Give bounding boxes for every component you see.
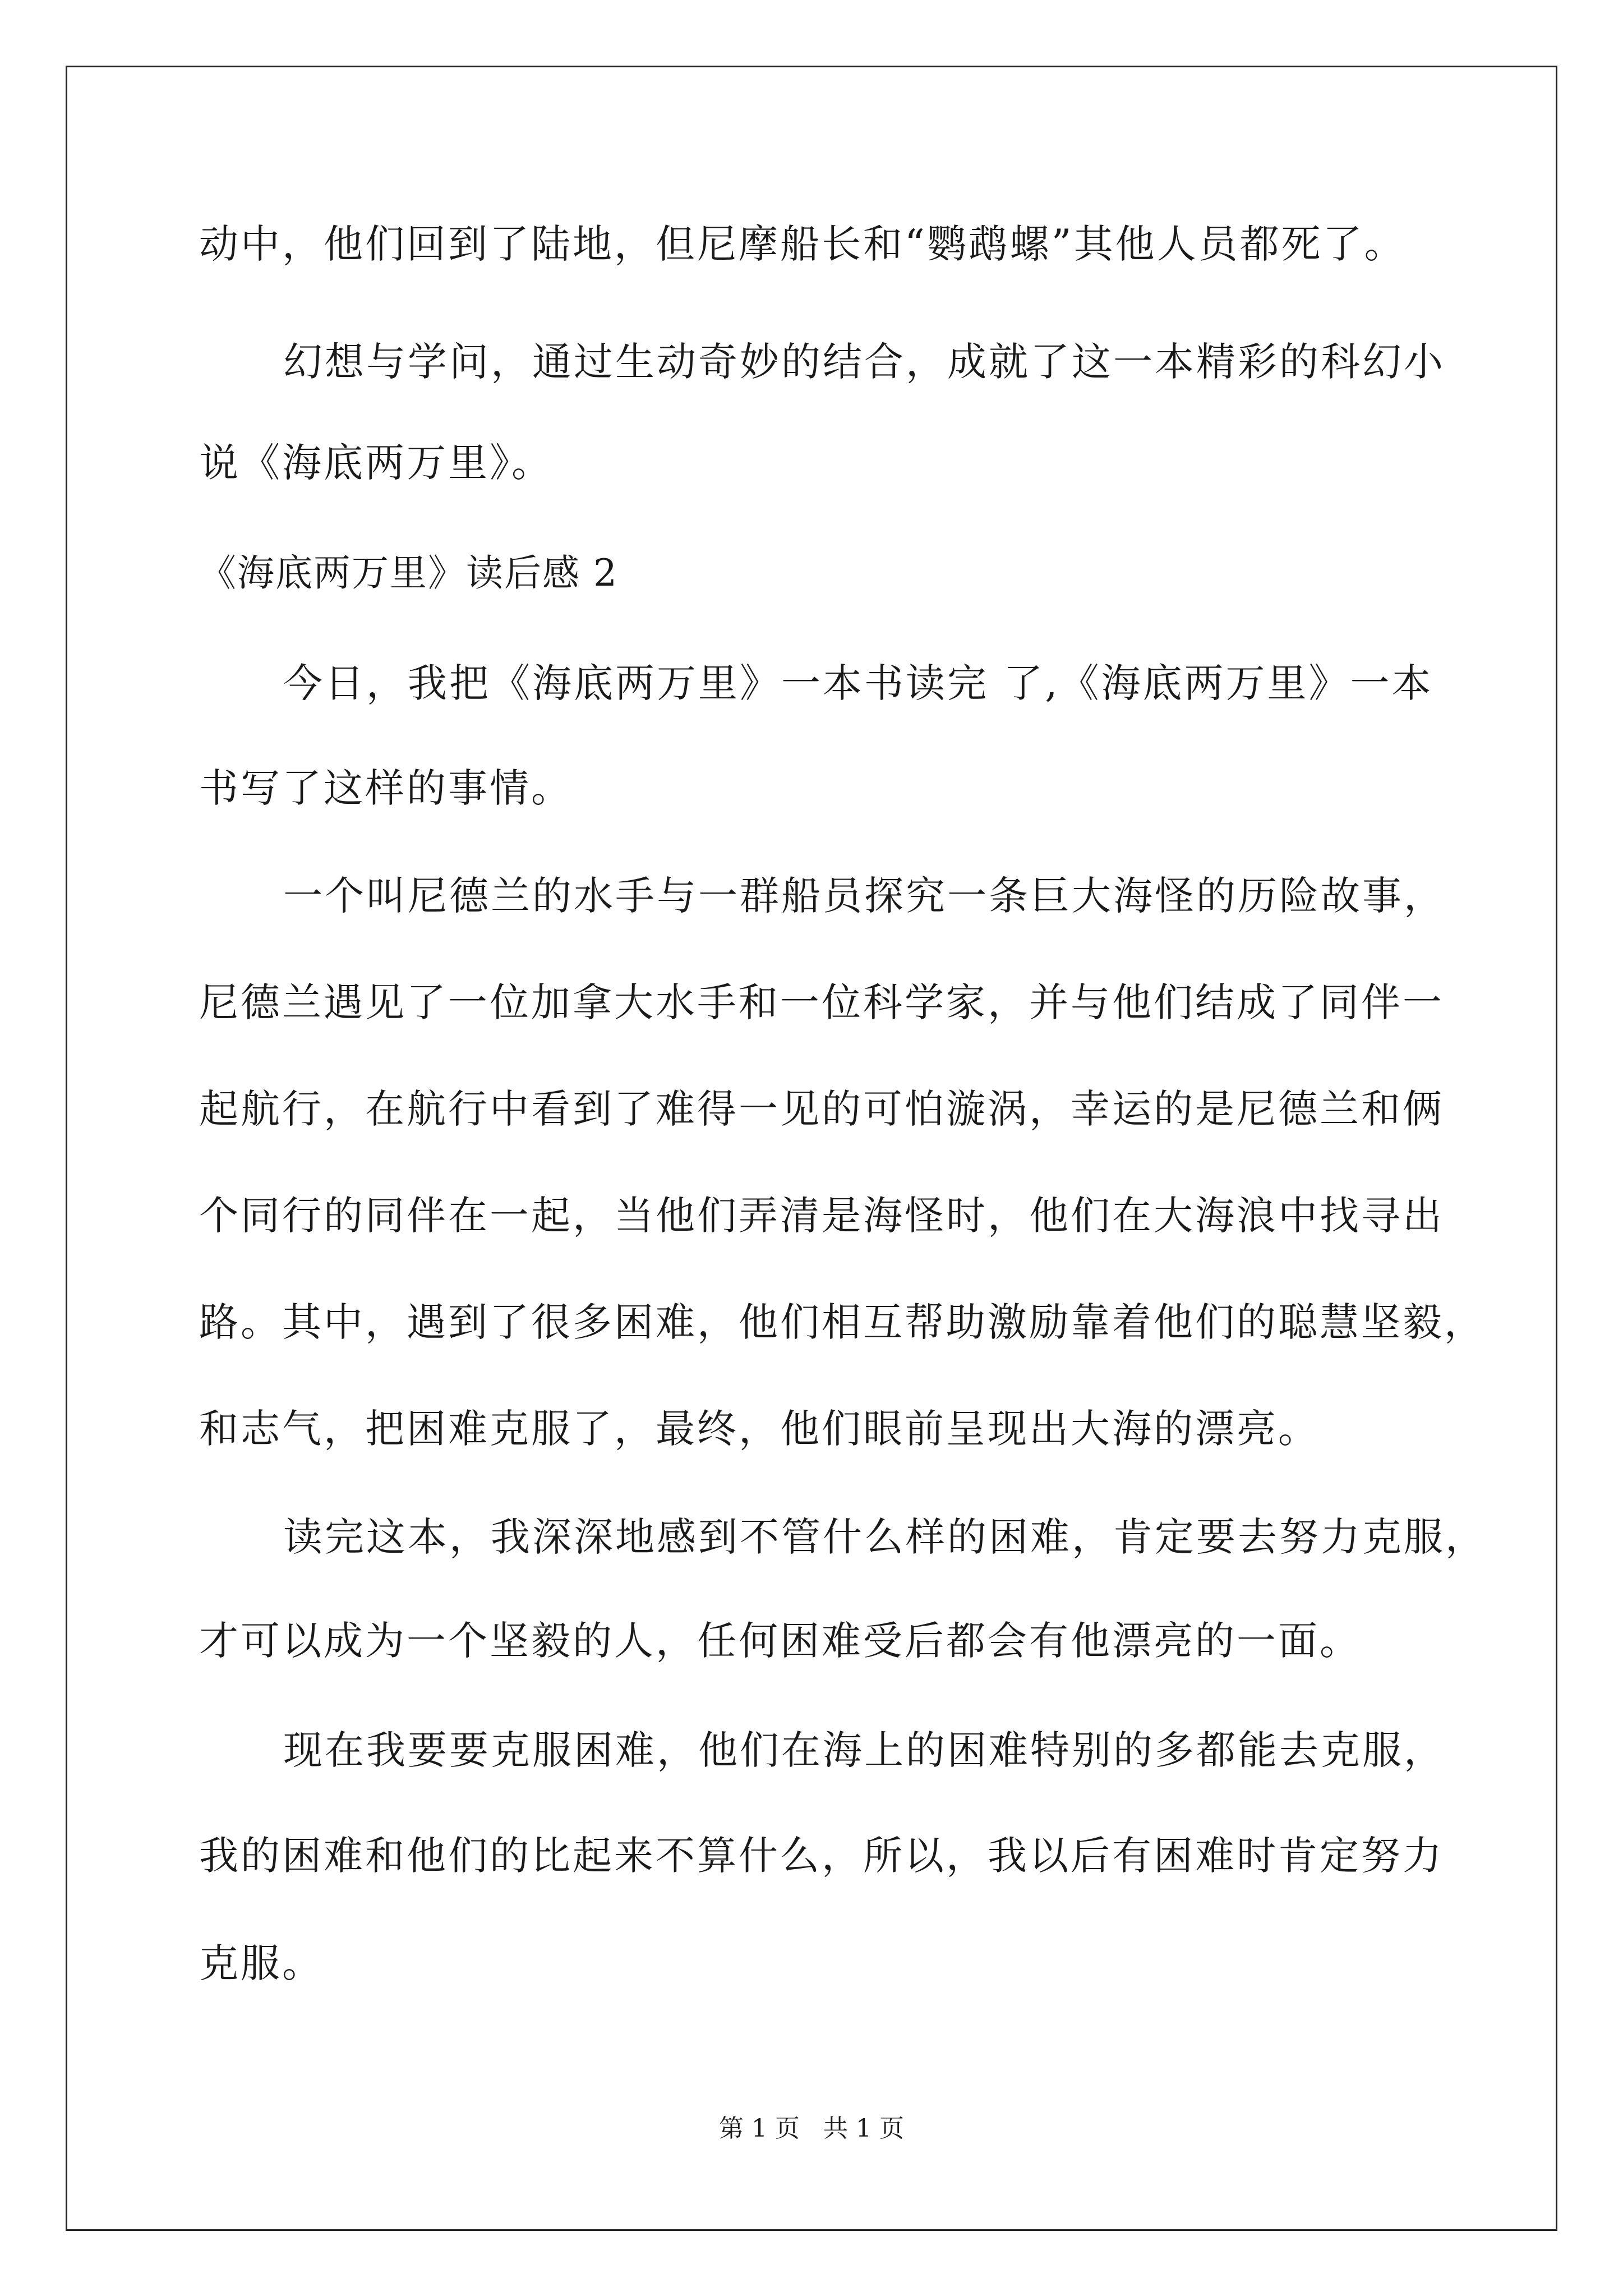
paragraph-line: 起航行，在航行中看到了难得一见的可怕漩涡，幸运的是尼德兰和俩: [199, 1086, 1444, 1132]
paragraph-line: 幻想与学问，通过生动奇妙的结合，成就了这一本精彩的科幻小: [283, 339, 1445, 385]
page-border: [66, 66, 1557, 2231]
paragraph-line: 才可以成为一个坚毅的人，任何困难受后都会有他漂亮的一面。: [199, 1618, 1361, 1664]
paragraph-line: 现在我要要克服困难，他们在海上的困难特别的多都能去克服，: [283, 1727, 1445, 1773]
paragraph-line: 说《海底两万里》。: [199, 440, 553, 486]
paragraph-line: 动中，他们回到了陆地，但尼摩船长和“鹦鹉螺”其他人员都死了。: [199, 221, 1406, 267]
paragraph-line: 和志气，把困难克服了，最终，他们眼前呈现出大海的漂亮。: [199, 1406, 1320, 1452]
paragraph-line: 我的困难和他们的比起来不算什么，所以，我以后有困难时肯定努力: [199, 1833, 1444, 1879]
paragraph-line: 路。其中，遇到了很多困难，他们相互帮助激励靠着他们的聪慧坚毅，: [199, 1299, 1486, 1345]
paragraph-line: 个同行的同伴在一起，当他们弄清是海怪时，他们在大海浪中找寻出: [199, 1193, 1444, 1239]
page-number: 第 1 页: [719, 2114, 800, 2143]
page-count: 共 1 页: [823, 2114, 904, 2143]
paragraph-line: 尼德兰遇见了一位加拿大水手和一位科学家，并与他们结成了同伴一: [199, 979, 1444, 1025]
paragraph-line: 今日，我把《海底两万里》一本书读完 了,《海底两万里》一本: [283, 660, 1433, 706]
paragraph-line: 读完这本，我深深地感到不管什么样的困难，肯定要去努力克服，: [283, 1514, 1487, 1560]
page-footer: [0, 2112, 1623, 2146]
section-heading: 《海底两万里》读后感 2: [199, 551, 618, 595]
paragraph-line: 克服。: [199, 1940, 324, 1986]
paragraph-line: 书写了这样的事情。: [199, 765, 573, 811]
paragraph-line: 一个叫尼德兰的水手与一群船员探究一条巨大海怪的历险故事，: [283, 873, 1445, 919]
